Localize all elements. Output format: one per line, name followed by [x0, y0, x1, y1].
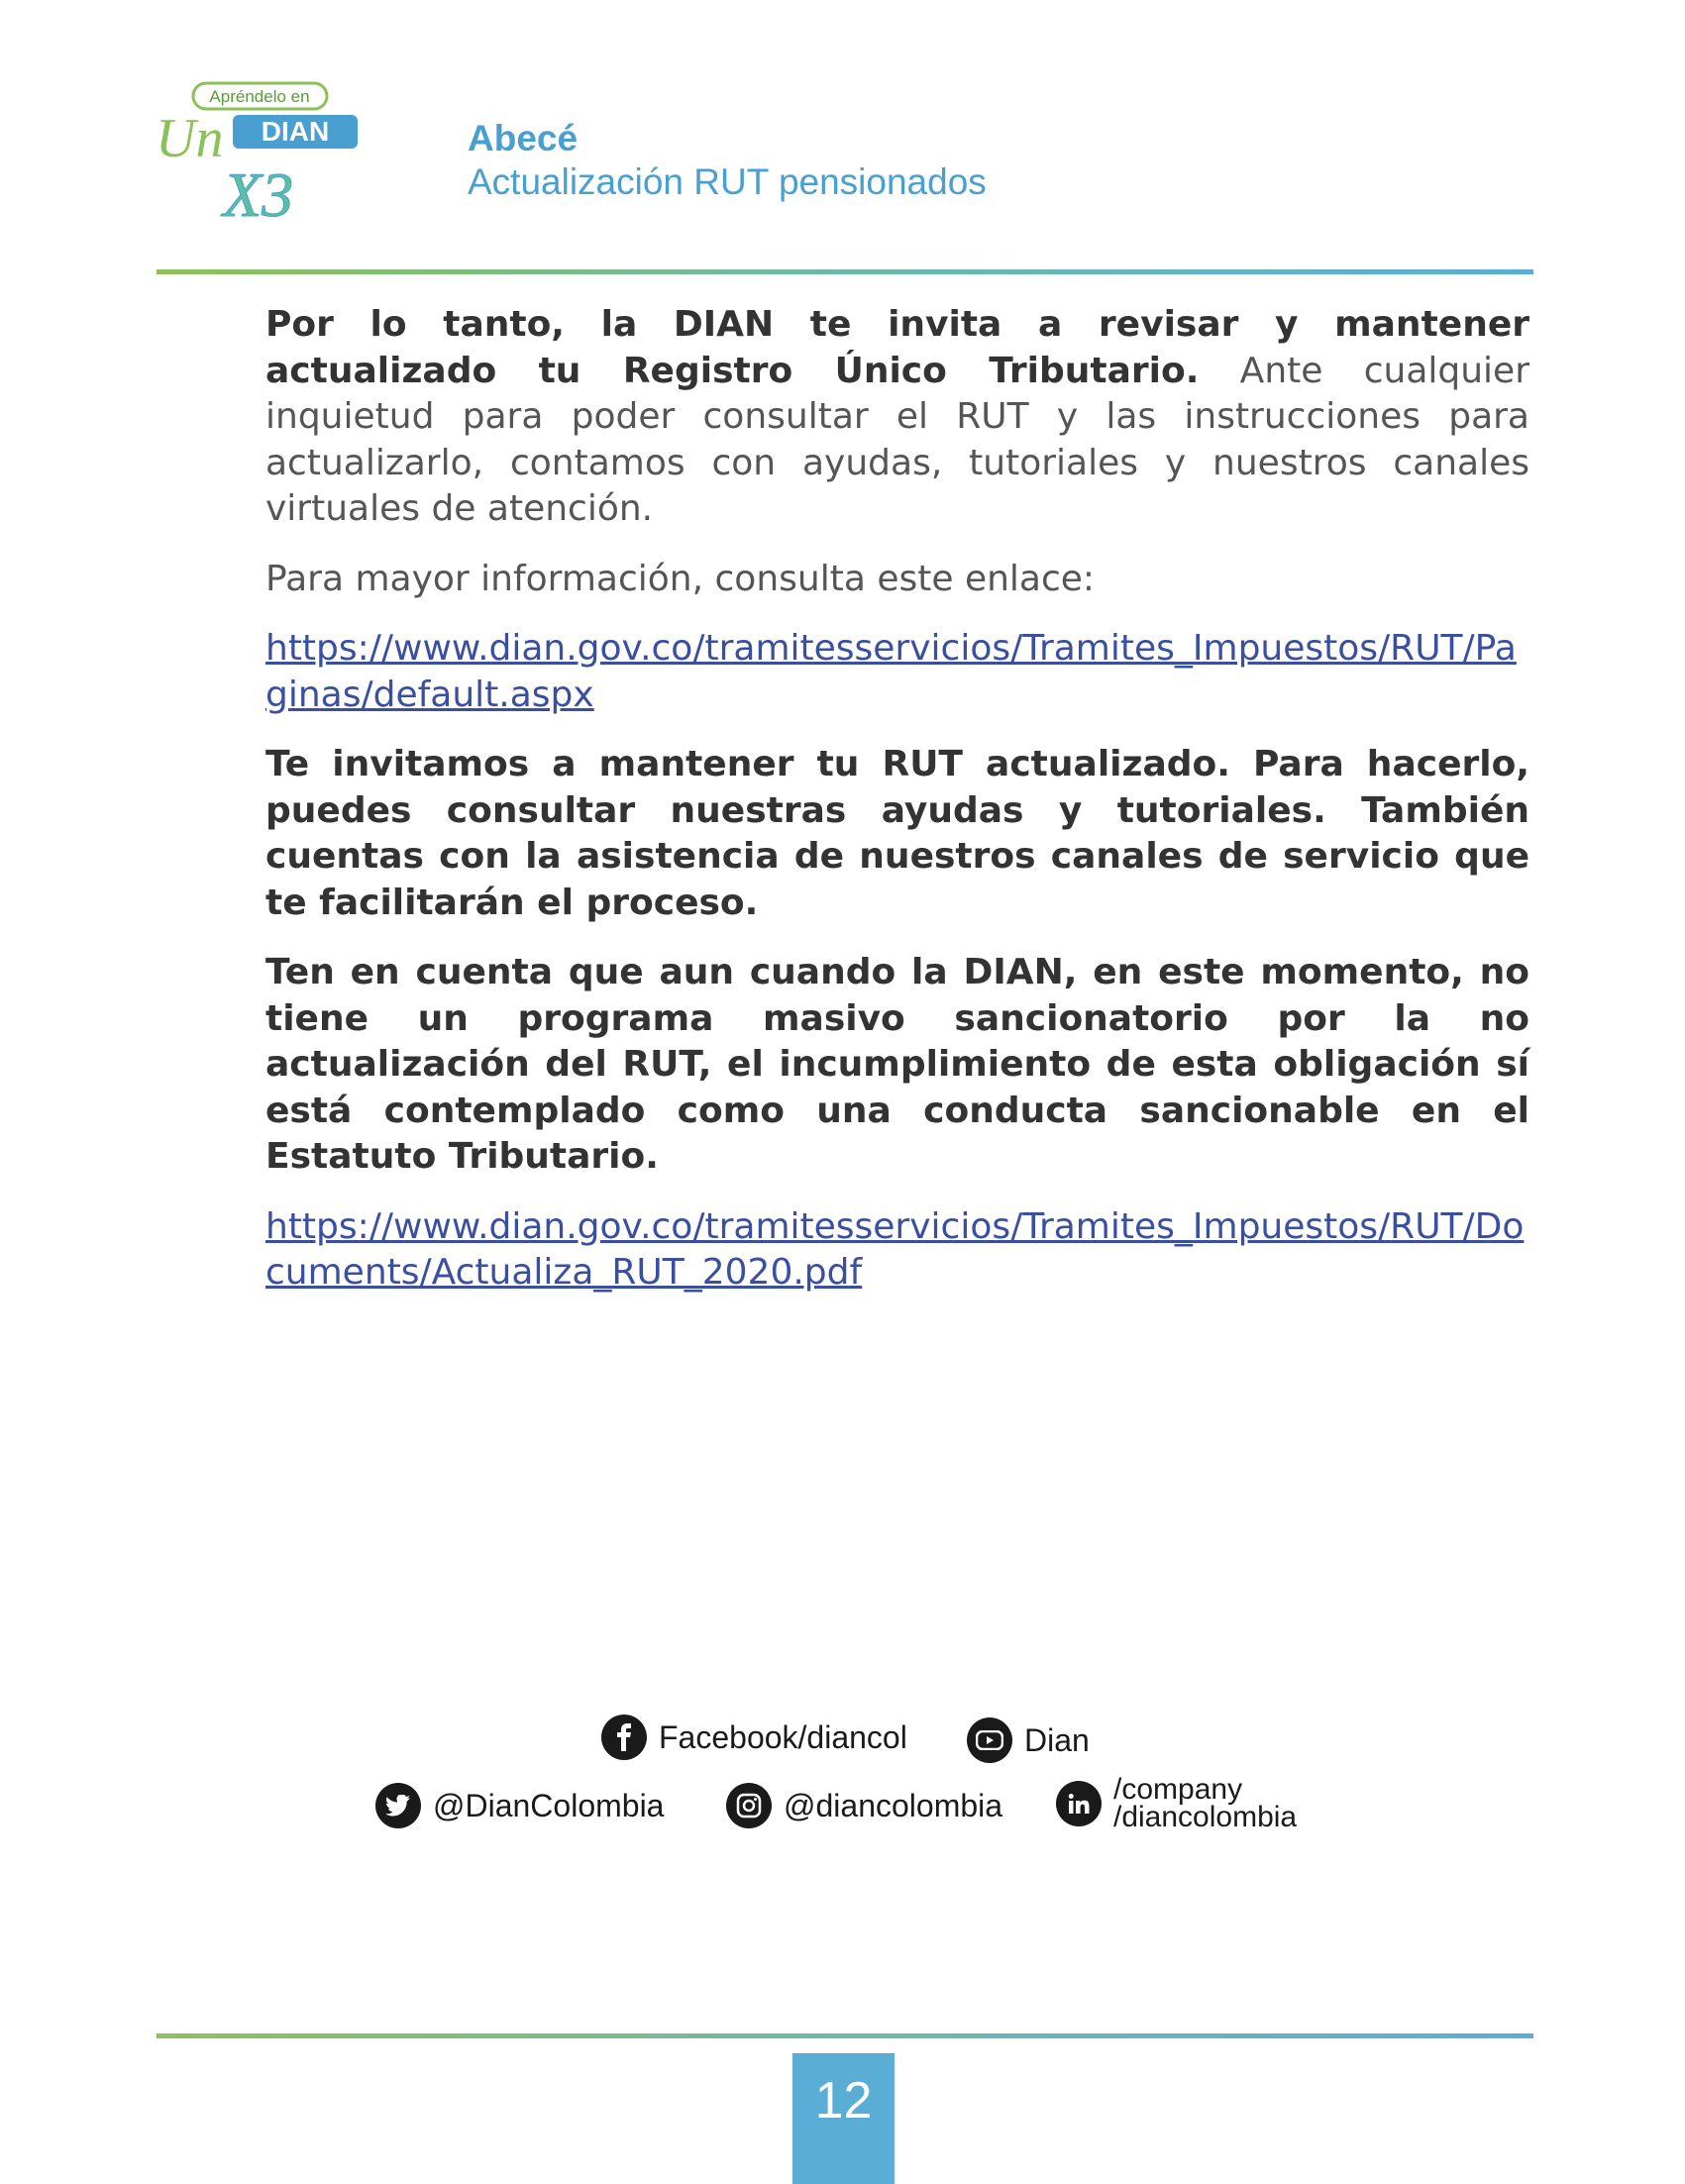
- logo-suffix: X3: [223, 159, 294, 226]
- doc-subtitle: Actualización RUT pensionados: [468, 161, 987, 202]
- paragraph-3-bold: Te invitamos a mantener tu RUT actualizado. Para hacerlo, puedes consultar nuestras ayudas y tutoriales. También cuentas con la asistencia de nuestros canales de servicio que te facilitarán el proceso.: [265, 744, 1529, 923]
- doc-title: Abecé: [468, 118, 579, 158]
- facebook-icon: [601, 1715, 647, 1760]
- paragraph-1: [265, 302, 1529, 533]
- page-number-box: [792, 2053, 895, 2184]
- paragraph-4-bold: Ten en cuenta que aun cuando la DIAN, en este momento, no tiene un programa masivo sancionatorio por la no actualización del RUT, el incumplimiento de esta obligación sí está contemplado como una conducta sancionable en el Estatuto Tributario.: [265, 952, 1529, 1177]
- social-youtube[interactable]: [967, 1717, 1090, 1763]
- logo-graphic: [154, 77, 362, 226]
- paragraph-1-bold: Por lo tanto, la DIAN te invita a revisar y mantener actualizado tu Registro Único Tributario.: [265, 304, 1529, 391]
- youtube-icon: [967, 1717, 1012, 1763]
- header-divider: [157, 269, 1533, 274]
- footer-divider: [157, 2033, 1533, 2038]
- linkedin-icon: [1056, 1781, 1102, 1826]
- paragraph-4: [265, 950, 1529, 1181]
- linkedin-label: [1113, 1773, 1298, 1833]
- page-number: 12: [814, 2072, 873, 2130]
- paragraph-1-rest: Ante cualquier inquietud para poder consultar el RUT y las instrucciones para actualizarlo, contamos con ayudas, tutoriales y nuestros canales virtuales de atención.: [265, 350, 1529, 529]
- social-linkedin[interactable]: [1056, 1773, 1298, 1833]
- document-header: [468, 117, 987, 204]
- instagram-label: @diancolombia: [784, 1787, 1003, 1823]
- rut-info-link[interactable]: https://www.dian.gov.co/tramitesservicios/Tramites_Impuestos/RUT/Paginas/default.aspx: [265, 628, 1517, 715]
- logo-brand: DIAN: [261, 116, 330, 147]
- linkedin-line-1: /company: [1113, 1773, 1243, 1806]
- twitter-label: @DianColombia: [433, 1787, 665, 1823]
- youtube-label: Dian: [1024, 1721, 1090, 1758]
- social-twitter[interactable]: [375, 1783, 664, 1828]
- rut-pdf-link[interactable]: https://www.dian.gov.co/tramitesservicios/Tramites_Impuestos/RUT/Documents/Actualiza_RUT_2020.pdf: [265, 1205, 1525, 1293]
- social-instagram[interactable]: [726, 1783, 1002, 1828]
- instagram-icon: [726, 1783, 772, 1828]
- logo-prefix: Un: [156, 108, 224, 169]
- facebook-label: Facebook/diancol: [659, 1718, 907, 1755]
- social-facebook[interactable]: [601, 1715, 907, 1760]
- paragraph-2: Para mayor información, consulta este enlace:: [265, 558, 1096, 599]
- paragraph-3: [265, 742, 1529, 926]
- dian-logo: [154, 77, 362, 226]
- twitter-icon: [375, 1783, 421, 1828]
- linkedin-line-2: /diancolombia: [1113, 1801, 1298, 1833]
- logo-tag: Apréndelo en: [209, 87, 310, 106]
- main-content: [265, 302, 1529, 1320]
